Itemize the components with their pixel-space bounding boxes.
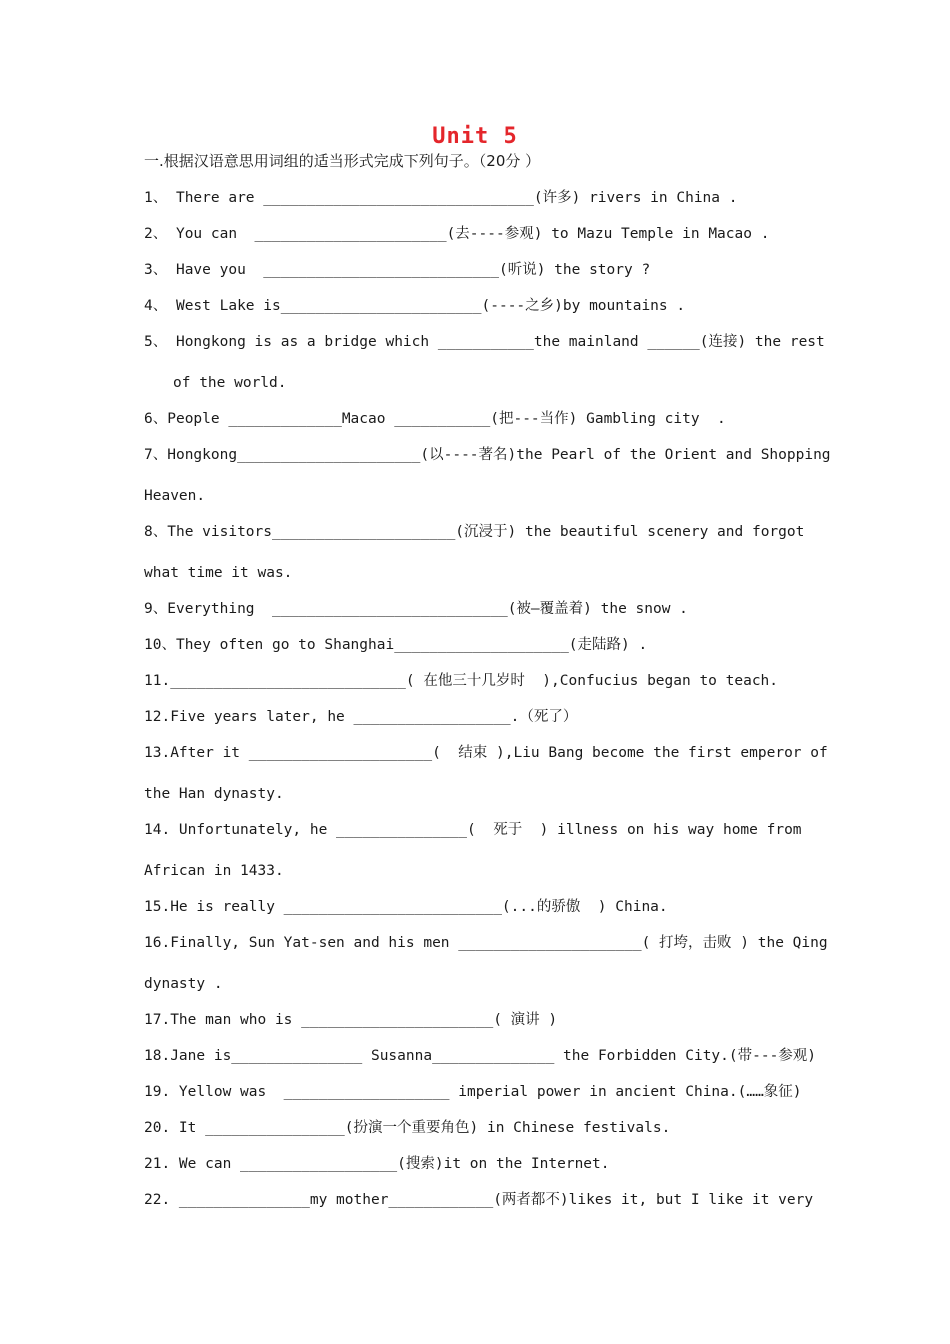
exercise-line: 12.Five years later, he __________________.（死了） (144, 709, 578, 725)
exercise-line-continued: Heaven. (144, 488, 206, 504)
exercise-line: 19. Yellow was ___________________ imperial power in ancient China.(……象征) (144, 1084, 802, 1100)
exercise-line: 2、 You can ______________________(去----参观) to Mazu Temple in Macao . (144, 226, 770, 242)
exercise-line: 3、 Have you ___________________________(听说) the story ? (144, 262, 651, 278)
document-title: Unit 5 (432, 124, 518, 149)
exercise-line: 17.The man who is ______________________( 演讲 ) (144, 1012, 558, 1028)
exercise-line: 7、Hongkong_____________________(以----著名)the Pearl of the Orient and Shopping (144, 447, 831, 463)
exercise-line-continued: of the world. (173, 375, 287, 391)
section-heading: 一.根据汉语意思用词组的适当形式完成下列句子。（20分 ） (144, 152, 541, 170)
exercise-line: 16.Finally, Sun Yat-sen and his men _____________________( 打垮，击败 ) the Qing (144, 935, 828, 951)
exercise-line: 5、 Hongkong is as a bridge which ___________the mainland ______(连接) the rest (144, 334, 825, 350)
exercise-line: 20. It ________________(扮演一个重要角色) in Chinese festivals. (144, 1120, 671, 1136)
exercise-line-continued: dynasty . (144, 976, 223, 992)
exercise-line: 18.Jane is_______________ Susanna______________ the Forbidden City.(带---参观) (144, 1048, 817, 1064)
exercise-line: 13.After it _____________________( 结束 ),Liu Bang become the first emperor of (144, 745, 828, 761)
exercise-line-continued: what time it was. (144, 565, 293, 581)
exercise-line: 10、They often go to Shanghai____________________(走陆路) . (144, 637, 648, 653)
exercise-line: 22. _______________my mother____________(两者都不)likes it, but I like it very (144, 1192, 814, 1208)
exercise-line: 8、The visitors_____________________(沉浸于) the beautiful scenery and forgot (144, 524, 805, 540)
exercise-line: 11.___________________________( 在他三十几岁时 ),Confucius began to teach. (144, 673, 779, 689)
exercise-line: 15.He is really _________________________(...的骄傲 ) China. (144, 899, 668, 915)
exercise-line: 4、 West Lake is_______________________(----之乡)by mountains . (144, 298, 686, 314)
exercise-line-continued: the Han dynasty. (144, 786, 284, 802)
exercise-line: 1、 There are _______________________________(许多) rivers in China . (144, 190, 738, 206)
exercise-line: 21. We can __________________(搜索)it on the Internet. (144, 1156, 610, 1172)
exercise-line: 9、Everything ___________________________(被—覆盖着) the snow . (144, 601, 688, 617)
exercise-line: 14. Unfortunately, he _______________( 死于 ) illness on his way home from (144, 822, 802, 838)
exercise-line-continued: African in 1433. (144, 863, 284, 879)
exercise-line: 6、People _____________Macao ___________(把---当作) Gambling city . (144, 411, 726, 427)
